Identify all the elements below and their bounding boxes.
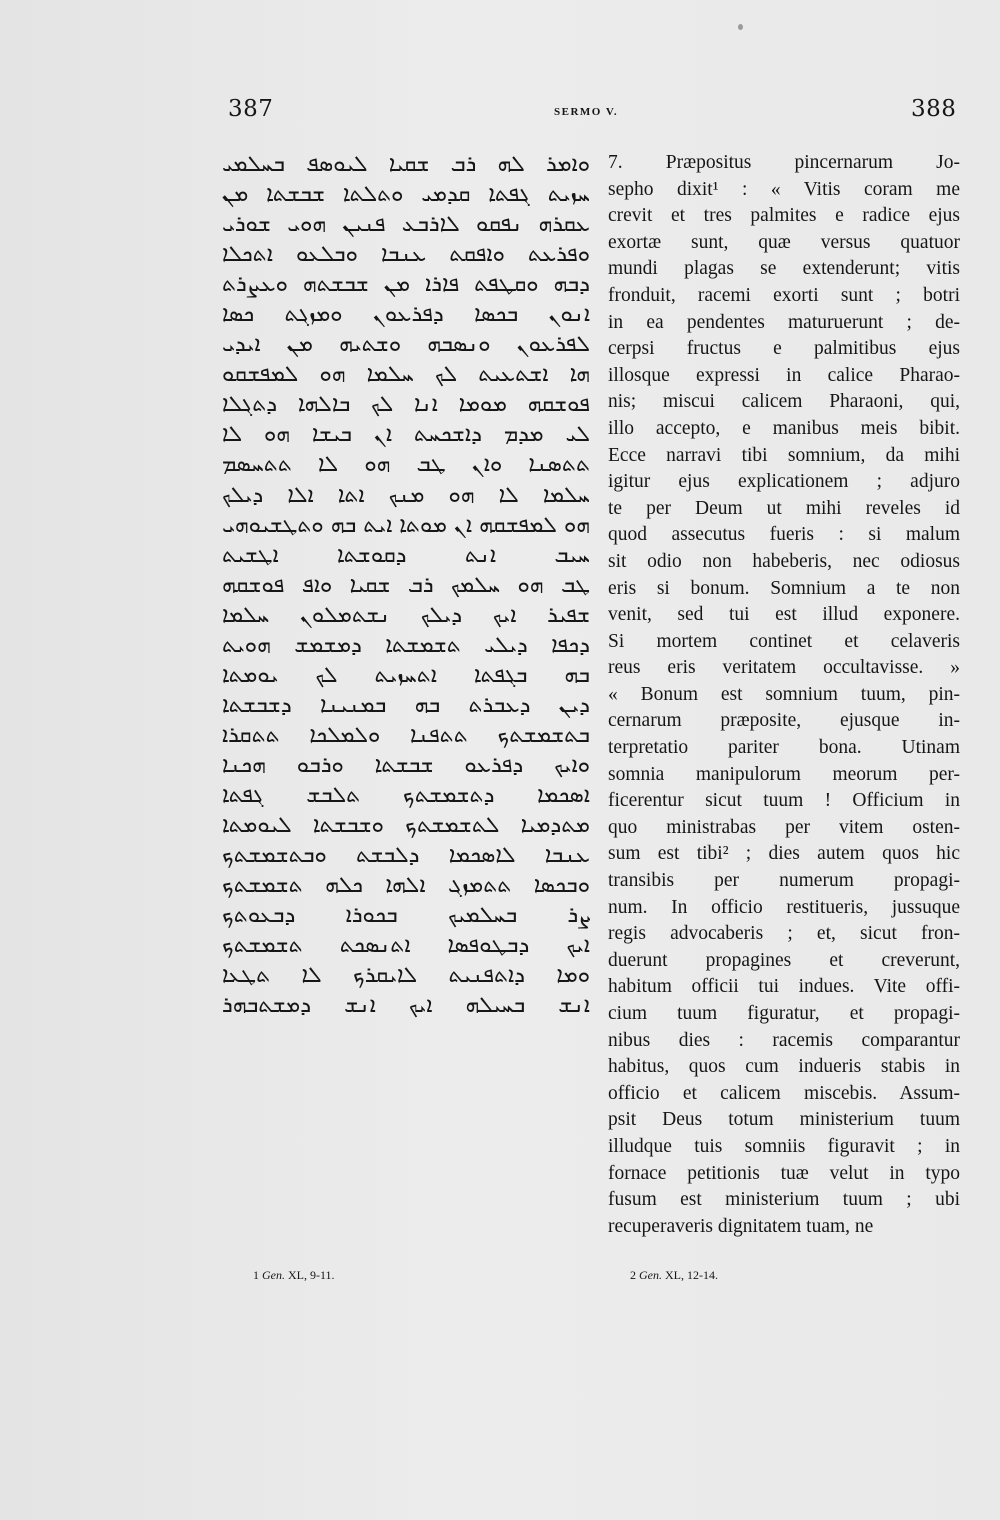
syriac-line: ܐܢܫ ܒܚܝܠܗ ܐܝܟ ܐܢܫ ܕܡܫܬܒܗܪ — [222, 993, 590, 1019]
footnote-text: XL, 9-11. — [288, 1268, 335, 1282]
syriac-line: ܥܩܪܗ ܢܦܩܘ ܠܐܪܒܥ ܦܢܝܢ ܗܘܝ ܫܘܪܝ — [222, 212, 590, 238]
syriac-line: ܐܢܘܢ ܒܟܣܐ ܕܦܪܥܘܢ ܘܡܙܓܬ ܟܣܐ — [222, 302, 590, 328]
syriac-footnote — [253, 1268, 335, 1283]
latin-line: Ecce narravi tibi somnium, da mihi — [608, 444, 960, 466]
latin-line: nibus dies : racemis comparantur — [608, 1029, 960, 1051]
latin-line: sit odio non habeberis, nec odiosus — [608, 550, 960, 572]
latin-line: reus eris veritatem occultavisse. » — [608, 657, 960, 679]
latin-line: 7. Præpositus pincernarum Jo- — [608, 152, 960, 173]
syriac-line: ܚܝܒ ܐܢܬ ܕܩܘܫܬܐ ܐܛܫܝܬ — [222, 542, 590, 568]
latin-line: regis advocaberis ; et, sicut fron- — [608, 923, 960, 945]
syriac-line: ܚܠܡܐ ܠܐ ܗܘ ܡܢܟ ܐܬܐ ܐܠܐ ܕܝܠܟ — [222, 482, 590, 508]
syriac-line: ܡܬܕܡܝܐ ܠܬܫܡܫܬܟ ܘܫܒܫܬܐ ܠܝܘܡܬܐ — [222, 813, 590, 839]
latin-line: fusum est ministerium tuum ; ubi — [608, 1189, 960, 1211]
left-page-number: 387 — [228, 96, 274, 122]
footnote-number: 2 — [630, 1268, 636, 1282]
syriac-line: ܫܦܝܪ ܐܝܟ ܕܝܠܟ ܢܫܬܡܠܘܢ ܚܠܡܐ — [222, 602, 590, 628]
syriac-line: ܘܡܐ ܕܐܬܦܢܝܬ ܠܐܝܩܪܟ ܠܐ ܬܛܥܐ — [222, 963, 590, 989]
syriac-line: ܐܝܟ ܕܒܛܘܦܣܐ ܐܬܢܣܟܬ ܬܫܡܫܬܟ — [222, 933, 590, 959]
latin-line: quod assecutus fueris : si malum — [608, 524, 960, 546]
syriac-line: ܗܘ ܠܡܦܫܩܗ ܐܢ ܡܘܬܐ ܐܝܬ ܒܗ ܘܬܛܫܝܘܗܝ — [222, 512, 590, 538]
syriac-line: ܠܝ ܡܕܡ ܕܐܫܟܚܬ ܐܢ ܒܝܫܐ ܗܘ ܠܐ — [222, 422, 590, 448]
syriac-line: ܨܪ ܒܚܠܡܝܟ ܒܟܘܪܐ ܕܒܥܘܬܟ — [222, 903, 590, 929]
latin-line: cium tuum figuratur, et propagi- — [608, 1003, 960, 1024]
latin-line: duerunt propagines et creverunt, — [608, 949, 960, 971]
syriac-line: ܠܦܪܥܘܢ ܘܢܣܒܗ ܘܫܬܝܗ ܡܢ ܐܝܕܝ — [222, 332, 590, 358]
syriac-line: ܛܒ ܗܘ ܚܠܡܟ ܪܒ ܫܩܝܐ ܘܐܦ ܦܘܫܩܗ — [222, 572, 590, 598]
footnote-ref: Gen. — [639, 1268, 662, 1282]
latin-line: num. In officio restitueris, jussuque — [608, 896, 960, 918]
latin-line: igitur ejus explicationem ; adjuro — [608, 471, 960, 493]
latin-line: venit, sed tui est illud exponere. — [608, 604, 960, 626]
latin-line: fornace petitionis tuæ velut in typo — [608, 1162, 960, 1184]
latin-footnote — [630, 1268, 718, 1283]
latin-line: terpretatio pariter bona. Utinam — [608, 737, 960, 759]
syriac-line: ܘܦܪܥܬ ܘܐܦܩܬ ܥܢܒܐ ܘܒܠܥܘ ܐܬܟܠܐ — [222, 242, 590, 268]
latin-line: mundi plagas se extenderunt; vitis — [608, 258, 960, 280]
latin-line: illo accepto, e manibus meis bibit. — [608, 417, 960, 439]
latin-line: ficerentur sicut tuum ! Officium in — [608, 790, 960, 812]
latin-line: eris si bonum. Somnium a te non — [608, 577, 960, 599]
latin-line: habitus, quos cum indueris stabis in — [608, 1056, 960, 1078]
footnote-text: XL, 12-14. — [665, 1268, 718, 1282]
latin-line: nis; miscui calicem Pharaoni, qui, — [608, 391, 960, 413]
syriac-line: ܬܬܣܢܐ ܘܐܢ ܛܒ ܗܘ ܠܐ ܬܬܚܣܡ — [222, 452, 590, 478]
right-page-number: 388 — [911, 96, 957, 122]
latin-line: in ea pendentes maturuerunt ; de- — [608, 311, 960, 333]
syriac-line: ܕܒܗ ܘܩܛܦܬ ܦܐܪܐ ܡܢ ܫܒܫܬܗ ܘܥܨܪܬ — [222, 272, 590, 298]
syriac-line: ܒܬܫܡܫܬܟ ܬܬܦܢܐ ܘܠܡܠܟܐ ܬܬܩܪܐ — [222, 722, 590, 748]
syriac-line: ܘܒܟܣܐ ܬܬܡܙܓ ܐܠܗܐ ܟܠܗ ܬܫܡܫܬܟ — [222, 873, 590, 899]
latin-line: crevit et tres palmites e radice ejus — [608, 205, 960, 227]
footnote-number: 1 — [253, 1268, 259, 1282]
latin-line: exortæ sunt, quæ versus quatuor — [608, 231, 960, 253]
syriac-line: ܦܘܫܩܗ ܡܘܡܐ ܐܢܐ ܠܟ ܒܐܠܗܐ ܕܬܓܠܐ — [222, 392, 590, 418]
latin-text-column — [608, 150, 960, 1240]
latin-line: « Bonum est somnium tuum, pin- — [608, 683, 960, 705]
syriac-line: ܘܐܡܪ ܠܗ ܪܒ ܫܩܝܐ ܠܝܘܣܦ ܒܚܠܡܝ — [222, 152, 590, 177]
latin-line: fronduit, racemi exorti sunt ; botri — [608, 284, 960, 306]
ink-smudge — [738, 24, 743, 30]
latin-line: illudque tuis somniis figuravit ; in — [608, 1135, 960, 1157]
latin-line: habitum officii tui indues. Vite offi- — [608, 976, 960, 998]
latin-line: sepho dixit¹ : « Vitis coram me — [608, 178, 960, 200]
latin-line: cernarum præposite, ejusque in- — [608, 710, 960, 732]
syriac-line: ܘܐܝܟ ܕܦܪܥܘ ܫܒܫܬܐ ܘܪܒܘ ܗܟܢܐ — [222, 752, 590, 778]
syriac-line: ܚܙܝܬ ܓܦܬܐ ܩܕܡܝ ܘܬܠܬܐ ܫܒܫܬܐ ܡܢ — [222, 182, 590, 208]
syriac-line: ܗܐ ܐܫܬܥܝܬ ܠܟ ܚܠܡܐ ܗܘ ܠܡܦܫܩܘ — [222, 362, 590, 388]
latin-line: quo ministrabas per vitem osten- — [608, 816, 960, 838]
latin-line: psit Deus totum ministerium tuum — [608, 1109, 960, 1131]
syriac-line: ܕܝܢ ܕܥܒܪܬ ܒܗ ܒܡܢܝܢܐ ܕܫܒܫܬܐ — [222, 692, 590, 718]
latin-line: officio et calicem miscebis. Assum- — [608, 1082, 960, 1104]
latin-line: illosque expressi in calice Pharao- — [608, 364, 960, 386]
syriac-line: ܒܗ ܒܓܦܬܐ ܐܬܚܙܝܬ ܠܟ ܝܘܡܬܐ — [222, 662, 590, 688]
page-header — [0, 96, 1000, 136]
syriac-line: ܐܣܟܡܐ ܕܬܫܡܫܬܟ ܬܠܒܫ ܓܦܬܐ — [222, 782, 590, 808]
syriac-line: ܕܟܦܐ ܕܝܠܝ ܬܫܡܫܬܐ ܕܡܫܡܫ ܗܘܝܬ — [222, 632, 590, 658]
latin-line: transibis per numerum propagi- — [608, 870, 960, 892]
syriac-line: ܥܢܒܐ ܠܐܣܟܡܐ ܕܠܒܫܬ ܘܒܬܫܡܫܬܟ — [222, 843, 590, 869]
latin-line: sum est tibi² ; dies autem quos hic — [608, 843, 960, 865]
running-title: SERMO V. — [554, 106, 619, 118]
latin-line: Si mortem continet et celaveris — [608, 630, 960, 652]
latin-line: somnia manipulorum meorum per- — [608, 763, 960, 785]
latin-line: recuperaveris dignitatem tuam, ne — [608, 1215, 874, 1237]
syriac-text-column — [222, 150, 590, 1021]
footnote-ref: Gen. — [262, 1268, 285, 1282]
latin-line: cerpsi fructus e palmitibus ejus — [608, 338, 960, 360]
latin-line: te per Deum ut mihi reveles id — [608, 497, 960, 519]
